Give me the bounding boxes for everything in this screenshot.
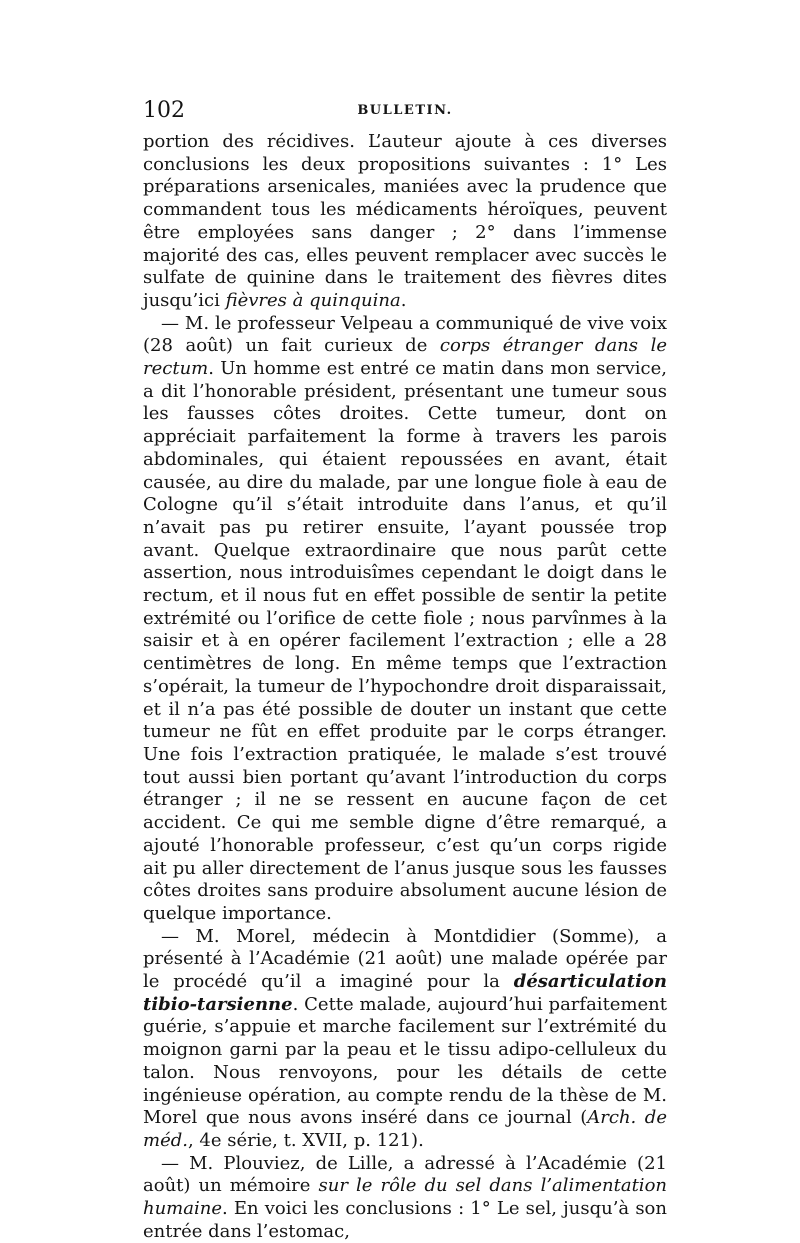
running-title: BULLETIN.	[357, 103, 453, 118]
italic-term-role-du-sel: sur le rôle du sel dans l’alimentation humaine	[143, 1175, 667, 1220]
italic-term-desarticulation: désarticulation tibio-tarsienne	[143, 971, 667, 1015]
paragraph-arsenic-conclusions	[143, 131, 667, 313]
paragraph-text: — M. le professeur Velpeau a communiqué de vive voix (28 août) un fait curieux de	[143, 312, 667, 357]
paragraph-text-continued: . En voici les conclusions : 1° Le sel, jusqu’à son entrée dans l’estomac,	[143, 1198, 667, 1242]
paragraph-text: portion des récidives. L’auteur ajoute à ces diverses conclusions les deux propositions suivantes : 1° Les préparations arsenicales, maniées avec la prudence que commandent tous les médicaments héroïques, peuvent être employées sans danger ; 2° dans l’immense majorité des cas, elles peuvent remplacer avec succès le sulfate de quinine dans le traitement des fièvres dites jusqu’ici	[143, 131, 667, 311]
paragraph-morel-disarticulation	[143, 926, 667, 1153]
paragraph-text-tail: .	[400, 289, 407, 311]
paragraph-plouviez-salt	[143, 1153, 667, 1243]
paragraph-text: — M. Plouviez, de Lille, a adressé à l’Académie (21 août) un mémoire	[143, 1152, 667, 1197]
body-text	[143, 131, 667, 1243]
italic-citation-arch-med: Arch. de méd.	[143, 1107, 667, 1151]
paragraph-text-tail: , 4e série, t. XVII, p. 121).	[187, 1129, 424, 1151]
italic-term-corps-etranger: corps étranger dans le rectum	[143, 335, 667, 380]
paragraph-velpeau-foreign-body	[143, 313, 667, 926]
paragraph-text-continued: . Un homme est entré ce matin dans mon service, a dit l’honorable président, présentant une tumeur sous les fausses côtes droites. Cette tumeur, dont on appréciait parfaitement la forme à travers les parois abdominales, qui étaient repoussées en avant, était causée, au dire du malade, par une longue fiole à eau de Cologne qu’il s’était introduite dans l’anus, et qu’il n’avait pas pu retirer ensuite, l’ayant poussée trop avant. Quelque extraordinaire que nous parût cette assertion, nous introduisîmes cependant le doigt dans le rectum, et il nous fut en effet possible de sentir la petite extrémité ou l’orifice de cette fiole ; nous parvînmes à la saisir et à en opérer facilement l’extraction ; elle a 28 centimètres de long. En même temps que l’extraction s’opérait, la tumeur de l’hypochondre droit disparaissait, et il n’a pas été possible de douter un instant que cette tumeur ne fût en effet produite par le corps étranger. Une fois l’extraction pratiquée, le malade s’est trouvé tout aussi bien portant qu’avant l’introduction du corps étranger ; il ne se ressent en aucune façon de cet accident. Ce qui me semble digne d’être remarqué, a ajouté l’honorable professeur, c’est qu’un corps rigide ait pu aller directement de l’anus jusque sous les fausses côtes droites sans produire absolument aucune lésion de quelque importance.	[143, 358, 667, 924]
page-number: 102	[143, 98, 185, 123]
paragraph-text-continued: . Cette malade, aujourd’hui parfaitement guérie, s’appuie et marche facilement sur l’extrémité du moignon garni par la peau et le tissu adipo-celluleux du talon. Nous renvoyons, pour les détails de cette ingénieuse opération, au compte rendu de la thèse de M. Morel que nous avons inséré dans ce journal (	[143, 993, 667, 1129]
paragraph-text: — M. Morel, médecin à Montdidier (Somme), a présenté à l’Académie (21 août) une malade opérée par le procédé qu’il a imaginé pour la	[143, 925, 667, 993]
italic-term-fievres-a-quinquina: fièvres à quinquina	[225, 289, 401, 311]
page-header	[143, 98, 667, 124]
